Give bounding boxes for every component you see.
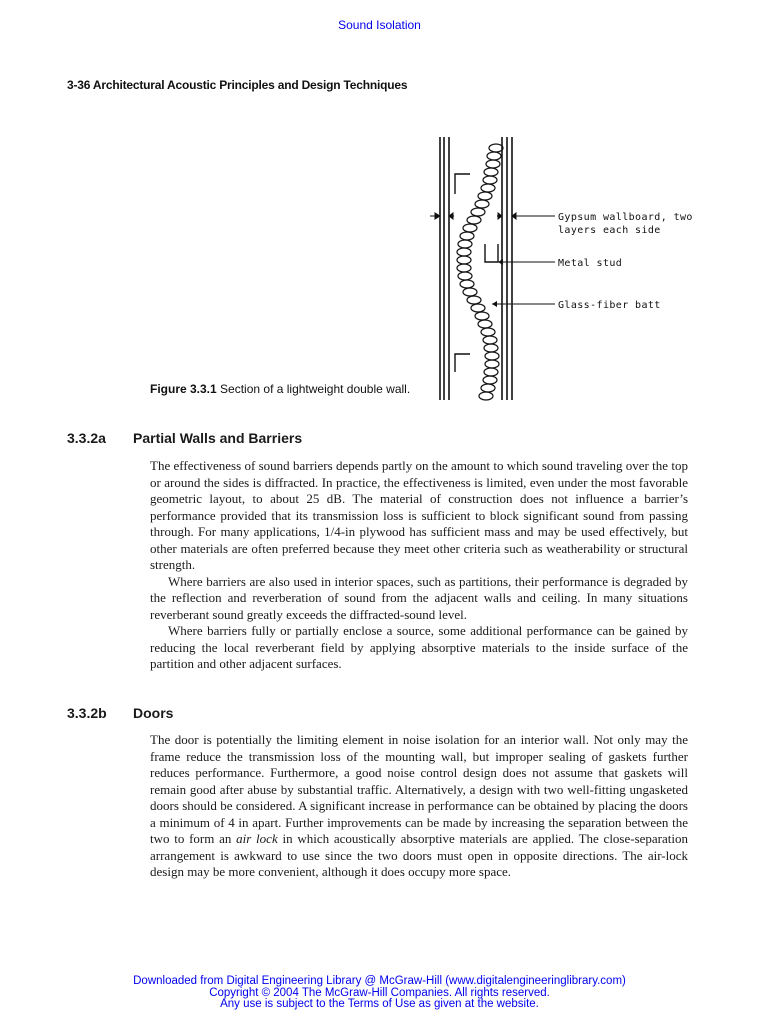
caption-text: Section of a lightweight double wall.	[216, 382, 411, 396]
footer-line-3[interactable]: Any use is subject to the Terms of Use as given at the website.	[220, 998, 539, 1010]
section-b-title: Doors	[133, 705, 174, 721]
footer[interactable]	[0, 976, 759, 1011]
figure-caption	[150, 382, 410, 396]
section-b-body	[150, 732, 688, 881]
glass-fiber-batt	[457, 144, 503, 400]
wall-section-figure	[430, 132, 730, 412]
metal-stud-middle	[485, 244, 498, 262]
label-glass-fiber-batt: Glass-fiber batt	[558, 300, 661, 311]
section-a-paragraph-2: Where barriers are also used in interior spaces, such as partitions, their performance is degraded by the reflection and reverberation of sound from the adjacent walls and ceiling. In many situations reverberant sound greatly exceeds the diffracted-sound level.	[150, 573, 688, 622]
section-a-paragraph-1: The effectiveness of sound barriers depends partly on the amount to which sound traveling over the top or around the sides is diffracted. In practice, the effectiveness is limited, even under the most favorable geometric layout, to about 25 dB. The material of construction does not influence a barrier’s performance provided that its transmission loss is sufficient to block significant sound from passing through. For many applications, 1/4-in plywood has sufficient mass and may be used effectively, but other materials are often preferred because they meet other criteria such as weatherability or structural strength.	[150, 458, 688, 572]
metal-stud-top	[455, 174, 470, 194]
metal-stud-bottom	[455, 354, 470, 372]
footer-line-2[interactable]: Copyright © 2004 The McGraw-Hill Companies. All rights reserved.	[209, 986, 550, 999]
top-link[interactable]: Sound Isolation	[338, 18, 421, 32]
label-gypsum-line1: Gypsum wallboard, two	[558, 212, 693, 223]
footer-line-1[interactable]: Downloaded from Digital Engineering Library @ McGraw-Hill (www.digitalengineeringlibrary.com)	[133, 975, 626, 987]
air-lock-term: air lock	[236, 831, 278, 846]
leader-batt-arrow	[492, 301, 497, 307]
section-a-body	[150, 458, 688, 673]
section-b-text-before: The door is potentially the limiting element in noise isolation for an interior wall. Not only may the frame reduce the transmission loss of the mounting wall, but improper sealing of gaskets further reduces performance. Furthermore, a good noise control design does not assume that gaskets will remain good after abuse by substantial traffic. Alternatively, a design with two well-fitting ungasketed doors should be considered. A significant increase in performance can be obtained by placing the doors a minimum of 4 in apart. Further improvements can be made by increasing the separation between the two to form an	[150, 732, 688, 846]
section-a-number: 3.3.2a	[67, 430, 106, 446]
label-gypsum-line2: layers each side	[558, 225, 661, 236]
leader-metal-stud-arrow	[498, 259, 503, 265]
running-head: 3-36 Architectural Acoustic Principles and Design Techniques	[67, 78, 408, 92]
section-b-paragraph-1	[150, 732, 688, 881]
section-b-text-after: in which acoustically absorptive materials are applied. The close-separation arrangement is awkward to use since the two doors must open in opposite directions. The air-lock design may be more convenient, although it does occupy more space.	[150, 831, 689, 879]
label-metal-stud: Metal stud	[558, 258, 623, 269]
caption-label: Figure 3.3.1	[150, 382, 217, 396]
section-a-paragraph-3: Where barriers fully or partially enclose a source, some additional performance can be gained by reducing the local reverberant field by applying absorptive materials to the inside surface of the partition and other adjacent surfaces.	[150, 623, 688, 671]
section-b-number: 3.3.2b	[67, 705, 107, 721]
section-a-title: Partial Walls and Barriers	[133, 430, 303, 446]
